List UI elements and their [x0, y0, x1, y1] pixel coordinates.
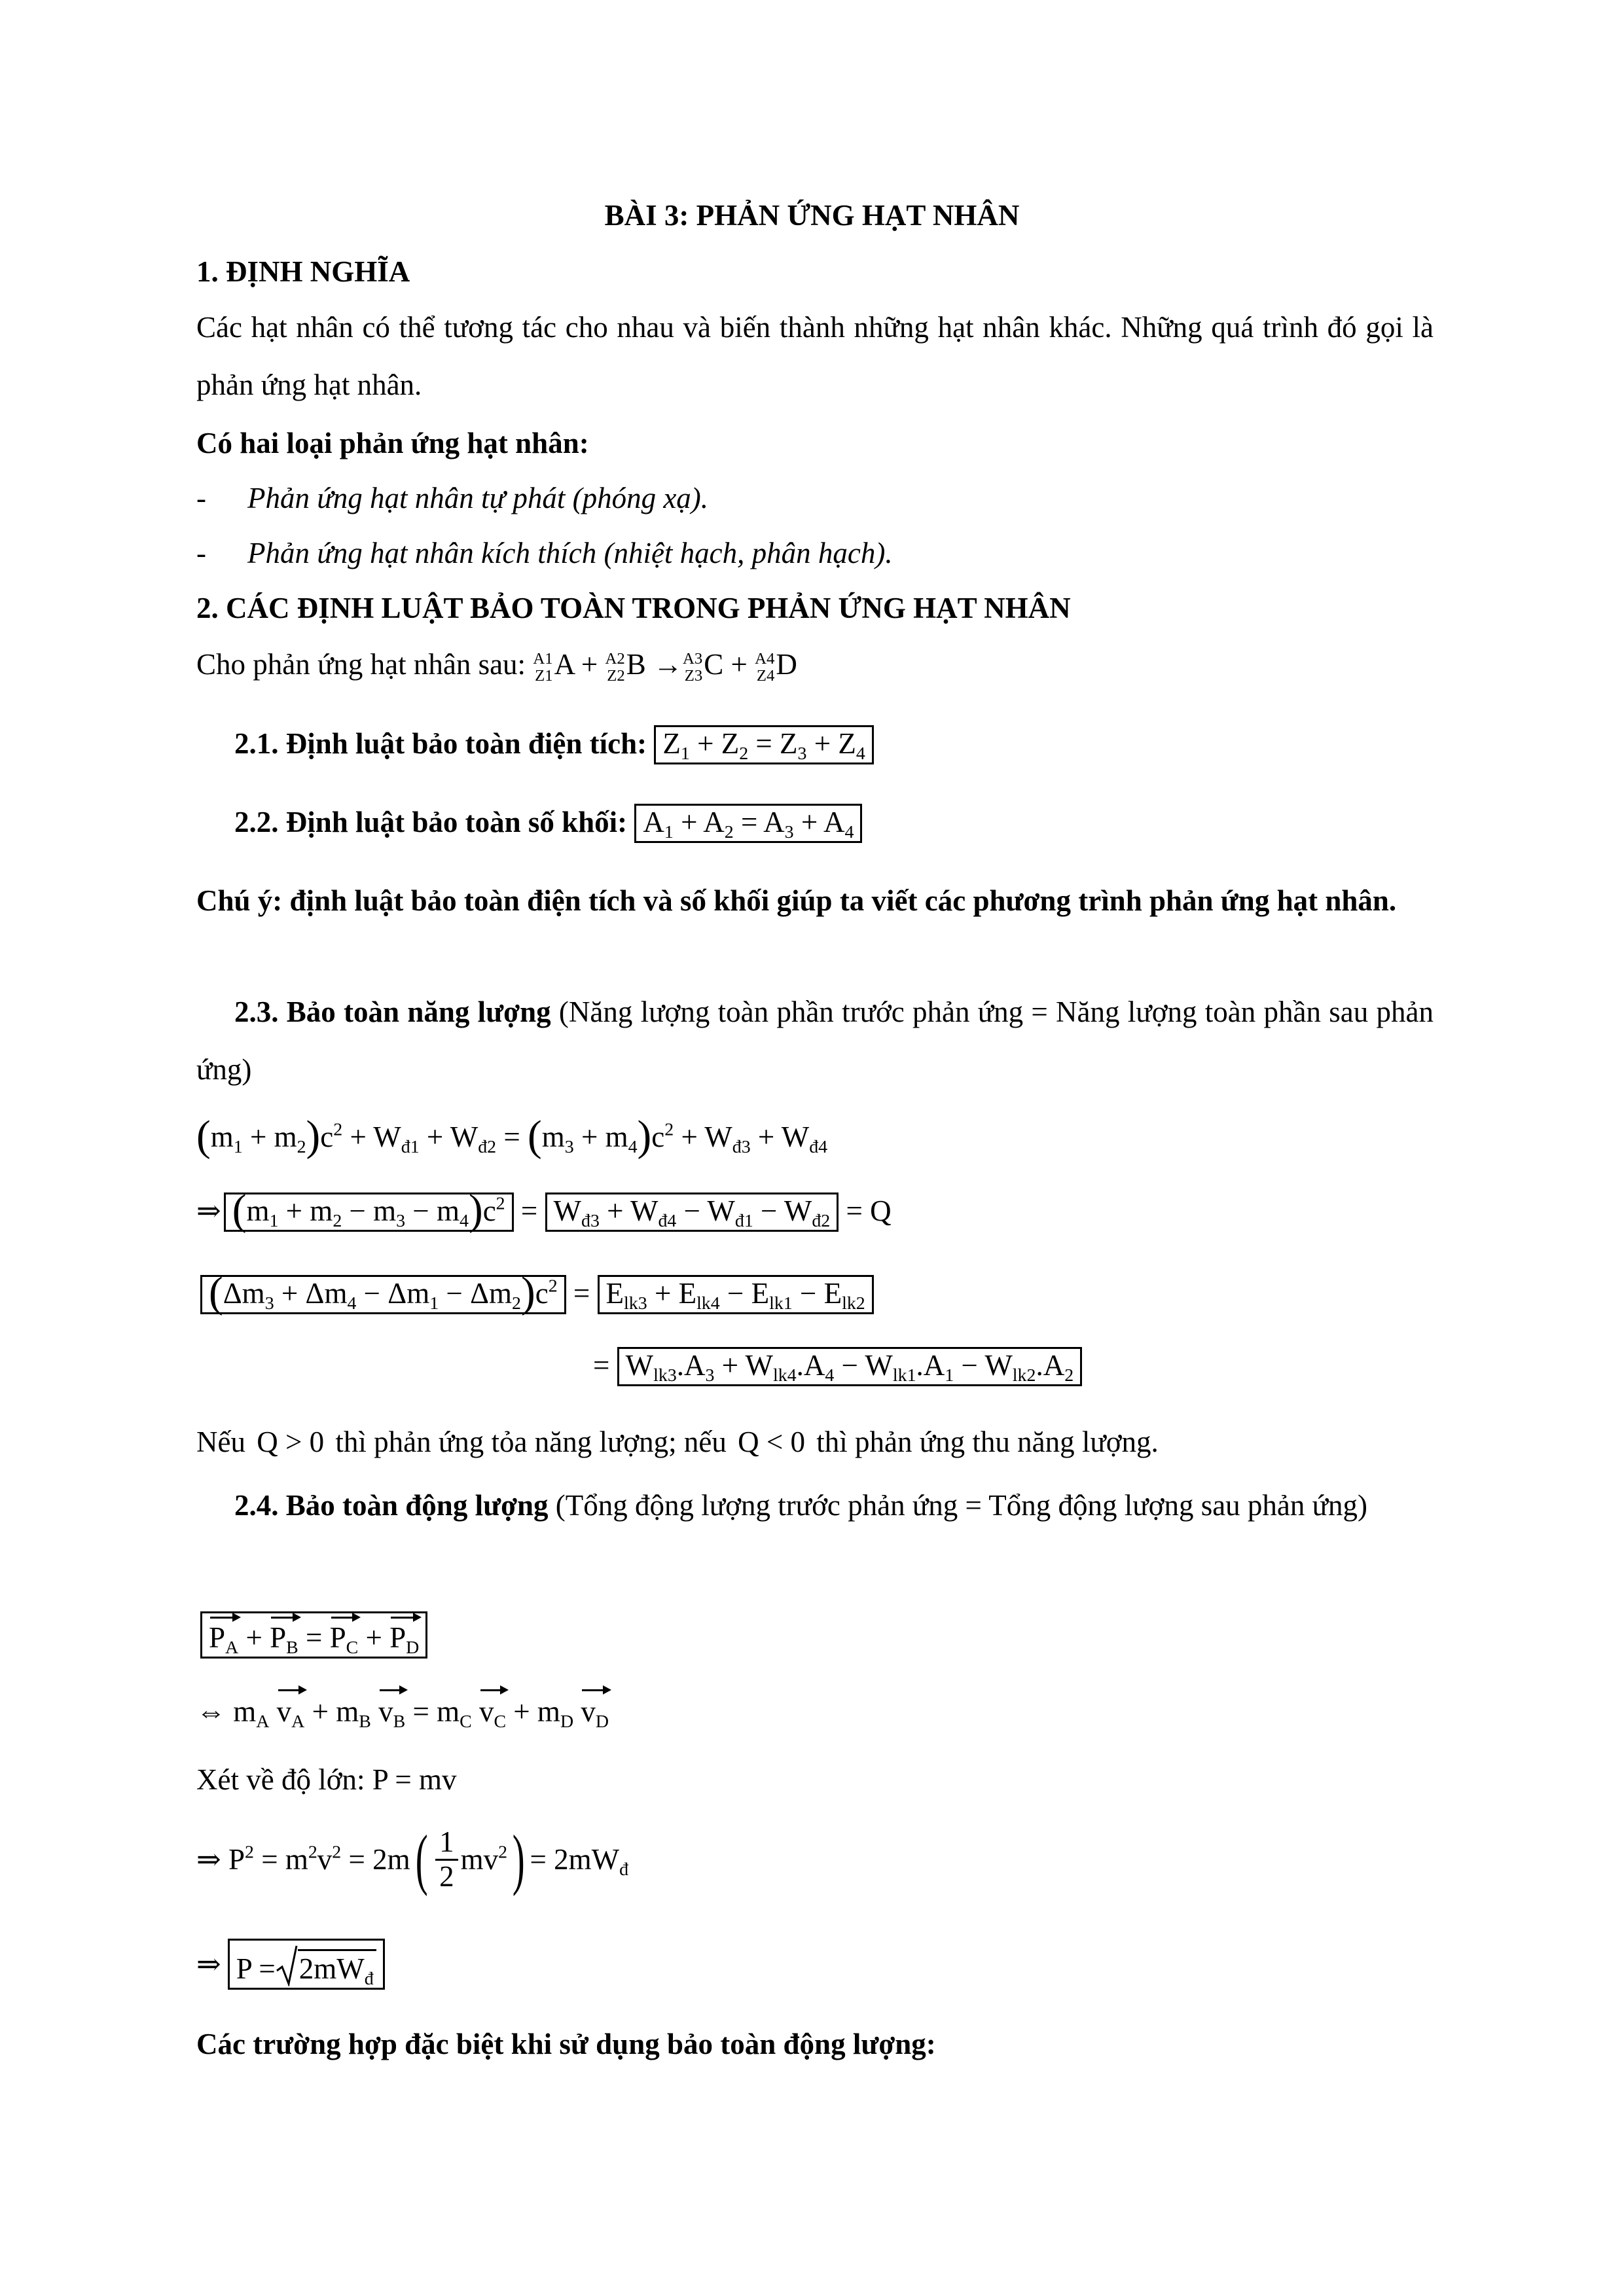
momentum-law-desc: (Tổng động lượng trước phản ứng = Tổng động lượng sau phản ứng) [548, 1489, 1368, 1522]
energy-equation-4: = $W_{lk3}.A_3 + W_{lk4}.A_4 - W_{lk1}.A_1 - W_{lk2}.A_2$ [593, 1347, 1082, 1386]
q-sign-rule: Nếu Q > 0 thì phản ứng tỏa năng lượng; nếu Q < 0 thì phản ứng thu năng lượng. [196, 1426, 1159, 1458]
reaction-types-heading: Có hai loại phản ứng hạt nhân: [196, 427, 589, 459]
energy-equation-2: ⇒ $(m_1 + m_2 - m_3 - m_4)c^2 = W_{đ3} + W_{đ4} - W_{đ1} - W_{đ2} = Q$ [196, 1187, 892, 1234]
page-title: BÀI 3: PHẢN ỨNG HẠT NHÂN [604, 199, 1020, 232]
section-2-heading: 2. CÁC ĐỊNH LUẬT BẢO TOÀN TRONG PHẢN ỨNG HẠT NHÂN [196, 592, 1071, 624]
section-1-heading: 1. ĐỊNH NGHĨA [196, 255, 410, 288]
mass-number-law [234, 804, 862, 843]
definition-paragraph: Các hạt nhân có thể tương tác cho nhau và biến thành những hạt nhân khác. Những quá trình đó gọi là phản ứng hạt nhân. [196, 311, 1434, 401]
reaction-intro [196, 647, 797, 685]
q-sign-text: Nếu [196, 1426, 253, 1458]
momentum-vector-equation: $P_A + P_B = P_C + P_D$ [200, 1611, 427, 1659]
one-half-fraction: $\frac{1}{2}$ [435, 1826, 458, 1893]
q-sign-text: thì phản ứng thu năng lượng. [809, 1426, 1159, 1458]
charge-law-formula: $Z_1 + Z_2 = Z_3 + Z_4$ [654, 725, 873, 764]
energy-equation-3: $(\Delta m_3 + \Delta m_4 - \Delta m_1 - \Delta m_2)c^2 = E_{lk3} + E_{lk4} - E_{lk1} - E_{lk2}$ [200, 1275, 874, 1314]
momentum-law-label: 2.4. Bảo toàn động lượng [234, 1489, 549, 1522]
list-item: - Phản ứng hạt nhân tự phát (phóng xạ). [196, 482, 709, 514]
mass-number-law-formula: $A_1 + A_2 = A_3 + A_4$ [634, 804, 862, 843]
charge-law [234, 725, 874, 764]
list-item-text: Phản ứng hạt nhân tự phát (phóng xạ). [247, 482, 709, 514]
special-cases-heading: Các trường hợp đặc biệt khi sử dụng bảo toàn động lượng: [196, 2028, 936, 2060]
charge-law-label: 2.1. Định luật bảo toàn điện tích: [234, 727, 647, 760]
reaction-equation: A1 Z1A + A2 Z2B →A3 Z3C + A4 Z4D [533, 648, 797, 685]
mass-number-law-label: 2.2. Định luật bảo toàn số khối: [234, 806, 628, 838]
magnitude-intro: Xét về độ lớn: [196, 1763, 365, 1796]
momentum-magnitude-formula: ⇒ P = $2mW_đ$ [196, 1939, 385, 1990]
energy-law-paragraph [196, 983, 1434, 1098]
energy-law-desc: (Năng lượng toàn phần trước phản ứng = Năng lượng toàn phần sau phản ứng) [196, 996, 1434, 1086]
note-paragraph: Chú ý: định luật bảo toàn điện tích và số khối giúp ta viết các phương trình phản ứng hạt nhân. [196, 884, 1397, 917]
list-item: - Phản ứng hạt nhân kích thích (nhiệt hạch, phân hạch). [196, 537, 893, 569]
q-sign-text: thì phản ứng tỏa năng lượng; nếu [328, 1426, 734, 1458]
reaction-intro-text: Cho phản ứng hạt nhân sau: [196, 648, 526, 681]
square-root-sign: $2mW_đ$ [276, 1945, 376, 1986]
momentum-mass-velocity-equation: ⇔ $m_A$ $v_A + m_B$ $v_B = m_C$ $v_C + m_D$ $v_D$ [196, 1695, 609, 1732]
energy-law-label: 2.3. Bảo toàn năng lượng [234, 996, 551, 1028]
list-item-text: Phản ứng hạt nhân kích thích (nhiệt hạch, phân hạch). [247, 537, 893, 569]
energy-equation-1: $(m_1 + m_2)c^2 + W_{đ1} + W_{đ2} = (m_3 + m_4)c^2 + W_{đ3} + W_{đ4}$ [196, 1113, 828, 1160]
magnitude-line: Xét về độ lớn: P = mv [196, 1763, 457, 1796]
momentum-law-paragraph [196, 1477, 1434, 1534]
momentum-energy-relation: ⇒ $P^2 = m^2v^2 = 2m$ ( $\frac{1}{2}$ $mv^2$ ) = $2mW_đ$ [196, 1822, 629, 1897]
